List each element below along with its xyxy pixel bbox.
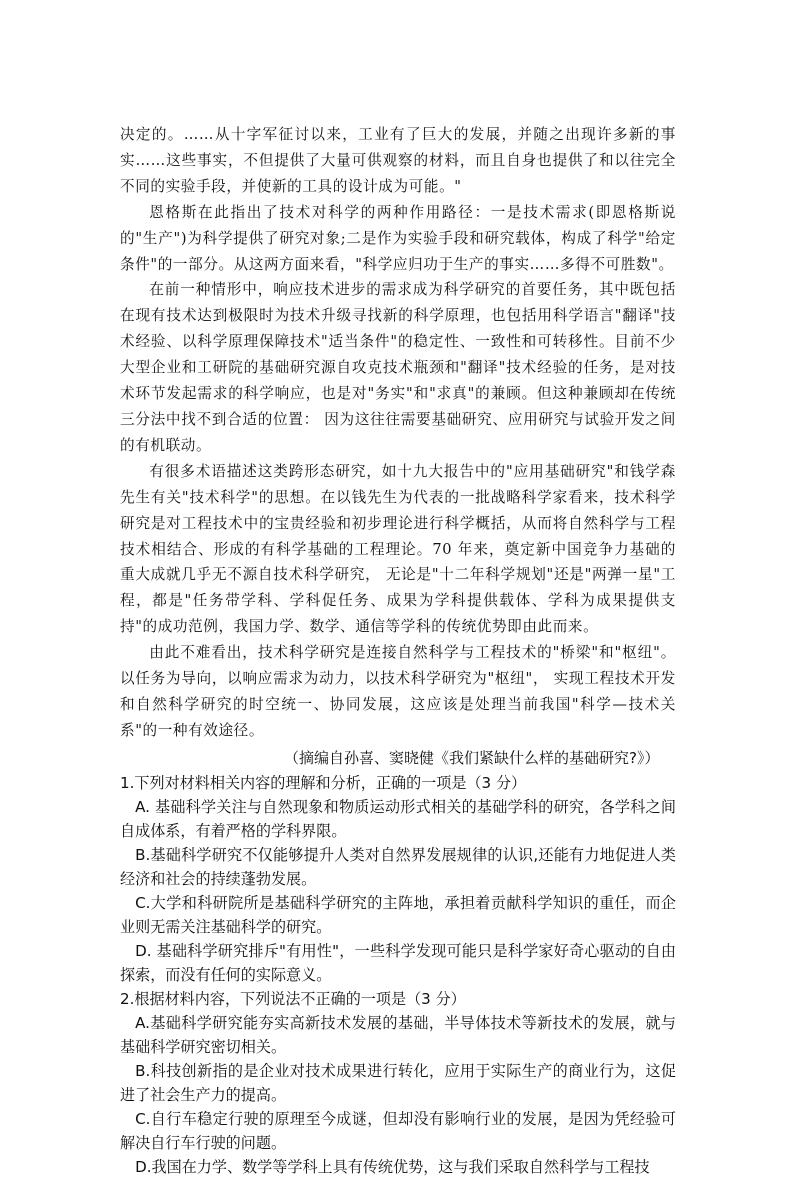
- option-c: C.大学和科研院所是基础科学研究的主阵地，承担着贡献科学知识的重任，而企业则无需关注基础科学的研究。: [120, 893, 676, 936]
- option-d: D.我国在力学、数学等学科上具有传统优势，这与我们采取自然科学与工程技: [135, 1157, 650, 1176]
- option-b: B.基础科学研究不仅能够提升人类对自然界发展规律的认识,还能有力地促进人类经济和社会的持续蓬勃发展。: [120, 845, 676, 888]
- source-citation: （摘编自孙喜、窦晓健《我们紧缺什么样的基础研究?》）: [284, 748, 660, 767]
- questions-section: [120, 771, 676, 1179]
- option-a: A.基础科学研究能夯实高新技术发展的基础，半导体技术等新技术的发展，就与基础科学研究密切相关。: [120, 1013, 676, 1056]
- passage-paragraph-5: 由此不难看出，技术科学研究是连接自然科学与工程技术的"桥梁"和"枢纽"。以任务为导向，以响应需求为动力，以技术科学研究为"枢纽"， 实现工程技术开发和自然科学研究的时空统一、协同发展，这应该是处理当前我国"科学—技术关系"的一种有效途径。: [120, 644, 676, 739]
- passage-paragraph-4: 有很多术语描述这类跨形态研究，如十九大报告中的"应用基础研究"和钱学森先生有关"技术科学"的思想。在以钱先生为代表的一批战略科学家看来，技术科学研究是对工程技术中的宝贵经验和初步理论进行科学概括，从而将自然科学与工程技术相结合、形成的有科学基础的工程理论。70 年来，奠定新中国竞争力基础的重大成就几乎无不源自技术科学研究， 无论是"十二年科学规划"还是"两弹一星"工程，都是"任务带学科、学科促任务、成果为学科提供载体、学科为成果提供支持"的成功范例，我国力学、数学、通信等学科的传统优势即由此而来。: [120, 462, 676, 636]
- option-d: D. 基础科学研究排斥"有用性"，一些科学发现可能只是科学家好奇心驱动的自由探索，而没有任何的实际意义。: [120, 941, 676, 984]
- question-stem: 1.下列对材料相关内容的理解和分析，正确的一项是（3 分）: [120, 773, 527, 792]
- passage-paragraph-3: 在前一种情形中，响应技术进步的需求成为科学研究的首要任务，其中既包括在现有技术达到极限时为技术升级寻找新的科学原理，也包括用科学语言"翻译"技术经验、以科学原理保障技术"适当条件"的稳定性、一致性和可转移性。目前不少大型企业和工研院的基础研究源自攻克技术瓶颈和"翻译"技术经验的任务，是对技术环节发起需求的科学响应，也是对"务实"和"求真"的兼顾。但这种兼顾却在传统三分法中找不到合适的位置： 因为这往往需要基础研究、应用研究与试验开发之间的有机联动。: [120, 281, 676, 454]
- question-stem: 2.根据材料内容，下列说法不正确的一项是（3 分）: [120, 989, 466, 1008]
- option-a: A. 基础科学关注与自然现象和物质运动形式相关的基础学科的研究，各学科之间自成体系，有着严格的学科界限。: [120, 797, 676, 840]
- passage: [120, 122, 676, 771]
- option-c: C.自行车稳定行驶的原理至今成谜，但却没有影响行业的发展，是因为凭经验可解决自行车行驶的问题。: [120, 1109, 676, 1152]
- question-2: [120, 987, 676, 1179]
- document-page: [120, 122, 676, 1179]
- option-b: B.科技创新指的是企业对技术成果进行转化，应用于实际生产的商业行为，这促进了社会生产力的提高。: [120, 1061, 676, 1104]
- passage-paragraph-1: 决定的。……从十字军征讨以来，工业有了巨大的发展，并随之出现许多新的事实……这些事实，不但提供了大量可供观察的材料，而且自身也提供了和以往完全不同的实验手段，并使新的工具的设计成为可能。": [120, 126, 676, 195]
- passage-paragraph-2: 恩格斯在此指出了技术对科学的两种作用路径：一是技术需求(即恩格斯说的"生产")为科学提供了研究对象;二是作为实验手段和研究载体，构成了科学"给定条件"的一部分。从这两方面来看，"科学应归功于生产的事实……多得不可胜数"。: [120, 203, 676, 273]
- question-1: [120, 771, 676, 987]
